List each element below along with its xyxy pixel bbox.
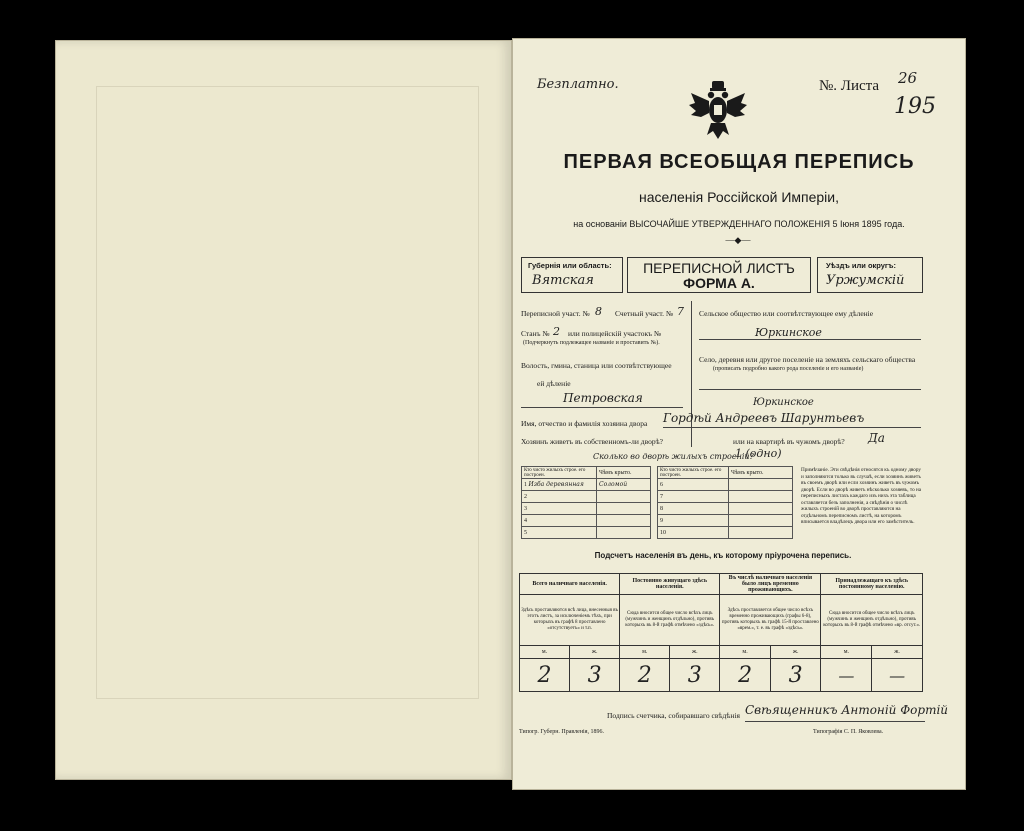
form-basis: на основаніи ВЫСОЧАЙШЕ УТВЕРЖДЕННАГО ПОЛОЖЕНІЯ 5 Іюня 1895 года. bbox=[573, 219, 905, 229]
sheet-number-value: 26 bbox=[898, 69, 918, 87]
gubernia-value: Вятская bbox=[532, 273, 594, 288]
society-underline bbox=[699, 339, 921, 340]
counting-value: 7 bbox=[677, 305, 684, 318]
table-row: 8 bbox=[658, 503, 793, 515]
village-note: (прописать подробно какого рода поселеніе и его названіе) bbox=[713, 366, 864, 372]
tally-value-2-f: 3 bbox=[770, 659, 821, 692]
ornament-divider: —◆— bbox=[725, 235, 751, 245]
houses-table-left bbox=[521, 466, 651, 539]
printer-left: Типогр. Губерн. Правленія, 1896. bbox=[519, 729, 604, 735]
tally-title-2: Въ числѣ наличнаго населенія было лицъ временно проживающихъ. bbox=[720, 574, 821, 595]
free-label: Безплатно. bbox=[537, 77, 619, 92]
imperial-eagle-icon bbox=[689, 79, 747, 141]
tally-value-3-f: — bbox=[872, 659, 923, 692]
tally-title-0: Всего наличнаго населенія. bbox=[520, 574, 620, 595]
table-row: 9 bbox=[658, 515, 793, 527]
uezd-label: Уѣздъ или округъ: bbox=[826, 261, 897, 270]
sheet-number-stamp: 195 bbox=[894, 94, 936, 119]
signature-value: Свѣященникъ Антоній Фортій bbox=[745, 703, 949, 717]
tally-value-2-m: 2 bbox=[720, 659, 771, 692]
village-underline bbox=[699, 389, 921, 390]
table-row: 5 bbox=[522, 527, 651, 539]
tally-table: Всего наличнаго населенія. Постоянно живущаго здѣсь населенія. Въ числѣ наличнаго населенія было лицъ временно проживающихъ. Принадлежащаго къ здѣсь постоянному населенію. Здѣсь проставляются всѣ лица, внесенныя въ этотъ листъ, за исключеніемъ тѣхъ, при которыхъ въ графѣ 8 проставлено «отсутствуетъ» и т.п. Сюда вносится общее число всѣхъ лицъ (мужчинъ и женщинъ отдѣльно), противъ которыхъ въ 8-й графѣ отмѣчено «здѣсь». Здѣсь проставляется общее число всѣхъ временно проживающихъ (графы 6-8), противъ которыхъ въ графѣ 15-й проставлено «врем.», т. е. въ графѣ «здѣсь». Сюда вносится общее число всѣхъ лицъ (мужчинъ и женщинъ отдѣльно), противъ которыхъ въ 8-й графѣ отмѣчено «вр. отсут.». м. ж. м. ж. м. ж. м. ж. 2 3 2 3 2 3 — — bbox=[519, 573, 923, 692]
houses-col-roof: Чѣмъ крыто. bbox=[597, 467, 651, 479]
table-row: 4 bbox=[522, 515, 651, 527]
owner-value: Гордѣй Андреевъ Шарунтьевъ bbox=[663, 411, 865, 425]
buildings-value: 1 (одно) bbox=[735, 447, 782, 460]
form-type-box bbox=[627, 257, 811, 293]
table-row: 10 bbox=[658, 527, 793, 539]
houses-col-what: Кто чисто жилыхъ строе. его построен. bbox=[522, 467, 597, 479]
tally-heading: Подсчетъ населенія въ день, къ которому пріурочена перепись. bbox=[594, 551, 852, 560]
tally-title-1: Постоянно живущаго здѣсь населенія. bbox=[620, 574, 720, 595]
owner-label: Имя, отчество и фамилія хозяина двора bbox=[521, 419, 648, 428]
tally-values-row bbox=[520, 659, 923, 692]
table-row: 2 bbox=[522, 491, 651, 503]
stan-suffix: или полицейскій участокъ № bbox=[568, 329, 662, 338]
lives-label: Хозяинъ живетъ въ собственномъ-ли дворѣ? bbox=[521, 437, 663, 446]
table-row: 1 Изба деревянная Соломой bbox=[522, 479, 651, 491]
counting-label: Счетный участ. № bbox=[615, 309, 674, 318]
signature-underline bbox=[745, 721, 925, 722]
tally-title-3: Принадлежащаго къ здѣсь постоянному населенію. bbox=[821, 574, 923, 595]
form-subtitle: населенія Россійской Имперіи, bbox=[639, 189, 839, 205]
tally-desc-3: Сюда вносится общее число всѣхъ лицъ (мужчинъ и женщинъ отдѣльно), противъ которыхъ въ 8-й графѣ отмѣчено «вр. отсут.». bbox=[821, 595, 923, 646]
lives-mid: или на квартирѣ въ чужомъ дворѣ? bbox=[733, 437, 845, 446]
district-label: Переписной участ. № bbox=[521, 309, 590, 318]
lives-value: Да bbox=[868, 431, 885, 445]
volost-label2: ей дѣленіе bbox=[537, 379, 571, 388]
society-label: Сельское общество или соотвѣтствующее ему дѣленіе bbox=[699, 309, 874, 318]
sheet-number-label: №. Листа bbox=[819, 78, 880, 94]
tally-value-0-f: 3 bbox=[570, 659, 620, 692]
form-type-line2: ФОРМА А. bbox=[683, 275, 755, 291]
tally-value-1-f: 3 bbox=[670, 659, 720, 692]
owner-underline bbox=[663, 427, 921, 428]
signature-label: Подпись счетчика, собиравшаго свѣдѣнія bbox=[607, 711, 740, 720]
faint-ruled-area bbox=[96, 86, 479, 699]
buildings-label: Сколько во дворѣ жилыхъ строеній? bbox=[593, 452, 754, 461]
tally-value-3-m: — bbox=[821, 659, 872, 692]
volost-underline bbox=[521, 407, 683, 408]
stan-value: 2 bbox=[553, 325, 560, 338]
gubernia-box bbox=[521, 257, 623, 293]
table-row: 6 bbox=[658, 479, 793, 491]
form-title: ПЕРВАЯ ВСЕОБЩАЯ ПЕРЕПИСЬ bbox=[563, 151, 915, 173]
tally-value-1-m: 2 bbox=[620, 659, 670, 692]
houses-col-roof-2: Чѣмъ крыто. bbox=[729, 467, 793, 479]
table-row: 7 bbox=[658, 491, 793, 503]
district-value: 8 bbox=[595, 305, 602, 318]
tally-desc-1: Сюда вносится общее число всѣхъ лицъ (мужчинъ и женщинъ отдѣльно), противъ которыхъ въ 8-й графѣ отмѣчено «здѣсь». bbox=[620, 595, 720, 646]
houses-note: Примѣчаніе. Эти свѣдѣнія относятся къ одному двору и заполняются только въ случаѣ, если хозяинъ живетъ въ своемъ дворѣ или если хозяинъ живетъ въ чужомъ дворѣ. Если во дворѣ живетъ нѣсколько хозяевъ, то на переписныхъ листахъ каждаго изъ нихъ эта таблица оставляется безъ заполненія, а свѣдѣнія о числѣ жилыхъ строеній во дворѣ проставляются на отдѣльномъ переписномъ листѣ, на которомъ вписывается владѣлецъ двора или его замѣститель. bbox=[801, 467, 922, 525]
tally-desc-0: Здѣсь проставляются всѣ лица, внесенныя въ этотъ листъ, за исключеніемъ тѣхъ, при которыхъ въ графѣ 8 проставлено «отсутствуетъ» и т.п. bbox=[520, 595, 620, 646]
uezd-box bbox=[817, 257, 923, 293]
stan-label: Станъ № bbox=[521, 329, 550, 338]
gubernia-label: Губернія или область: bbox=[528, 261, 612, 270]
form-type-line1: ПЕРЕПИСНОЙ ЛИСТЪ bbox=[643, 260, 795, 276]
left-page bbox=[55, 40, 512, 780]
table-row: 3 bbox=[522, 503, 651, 515]
field-divider bbox=[691, 301, 692, 447]
stan-note: (Подчеркнуть подлежащее названіе и проставить №). bbox=[523, 340, 660, 346]
houses-table-right bbox=[657, 466, 793, 539]
village-label: Село, деревня или другое поселеніе на земляхъ сельскаго общества bbox=[699, 355, 916, 364]
uezd-value: Уржумскій bbox=[826, 273, 905, 288]
houses-col-what-2: Кто чисто жилыхъ строе. его построен. bbox=[658, 467, 729, 479]
printer-right: Типографія С. П. Яковлева. bbox=[813, 729, 884, 735]
volost-value: Петровская bbox=[563, 391, 643, 405]
society-value: Юркинское bbox=[755, 326, 822, 339]
tally-desc-2: Здѣсь проставляется общее число всѣхъ временно проживающихъ (графы 6-8), противъ которыхъ въ графѣ 15-й проставлено «врем.», т. е. въ графѣ «здѣсь». bbox=[720, 595, 821, 646]
village-value: Юркинское bbox=[753, 397, 814, 408]
volost-label: Волость, гмина, станица или соотвѣтствующее bbox=[521, 361, 672, 370]
tally-value-0-m: 2 bbox=[520, 659, 570, 692]
census-form-page bbox=[512, 38, 966, 790]
